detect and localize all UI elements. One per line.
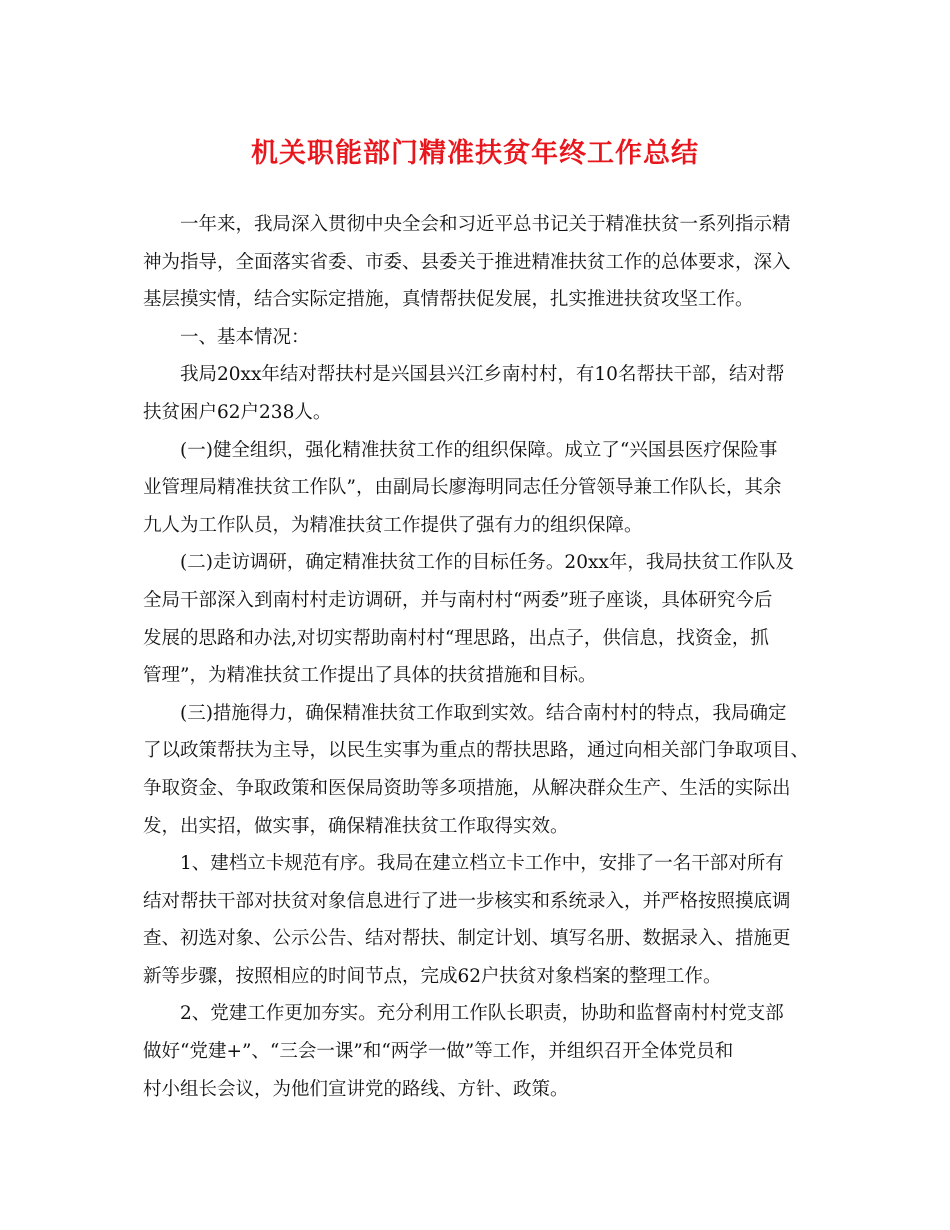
paragraph-line: (三)措施得力，确保精准扶贫工作取到实效。结合南村村的特点，我局确定 [180,702,787,724]
paragraph [143,206,813,319]
paragraph-line: 业管理局精准扶贫工作队”，由副局长廖海明同志任分管领导兼工作队长，其余 [143,477,782,499]
document-title: 机关职能部门精准扶贫年终工作总结 [251,138,699,169]
paragraph [143,319,813,357]
paragraph-line: 发，出实招，做实事，确保精准扶贫工作取得实效。 [143,815,569,837]
paragraph-line: 新等步骤，按照相应的时间节点，完成62户扶贫对象档案的整理工作。 [143,965,722,987]
paragraph [143,432,813,545]
paragraph-line: 全局干部深入到南村村走访调研，并与南村村“两委”班子座谈，具体研究今后 [143,589,773,611]
paragraph-line: 九人为工作队员，为精准扶贫工作提供了强有力的组织保障。 [143,514,643,536]
paragraph-line: 基层摸实情，结合实际定措施，真情帮扶促发展，扎实推进扶贫攻坚工作。 [143,289,754,311]
paragraph-line: 我局20xx年结对帮扶村是兴国县兴江乡南村村，有10名帮扶干部，结对帮 [180,364,785,386]
paragraph-line: 管理”，为精准扶贫工作提出了具体的扶贫措施和目标。 [143,665,597,687]
paragraph-line: 了以政策帮扶为主导，以民生实事为重点的帮扶思路，通过向相关部门争取项目、 [143,740,810,762]
paragraph [143,995,813,1108]
paragraph-line: 查、初选对象、公示公告、结对帮扶、制定计划、填写名册、数据录入、措施更 [143,928,791,950]
paragraph-line: 争取资金、争取政策和医保局资助等多项措施，从解决群众生产、生活的实际出 [143,777,791,799]
paragraph-line: 一年来，我局深入贯彻中央全会和习近平总书记关于精准扶贫一系列指示精 [180,214,791,235]
paragraph-line: 一、基本情况： [180,326,310,348]
paragraph-line: 神为指导，全面落实省委、市委、县委关于推进精准扶贫工作的总体要求，深入 [143,251,791,273]
paragraph-line: 扶贫困户62户238人。 [143,401,332,423]
paragraph-line: 1、建档立卡规范有序。我局在建立档立卡工作中，安排了一名干部对所有 [180,853,784,875]
paragraph [143,695,813,845]
paragraph [143,845,813,995]
paragraph-line: (一)健全组织，强化精准扶贫工作的组织保障。成立了“兴国县医疗保险事 [180,439,778,461]
document-body [143,206,813,1108]
paragraph-line: 发展的思路和办法,对切实帮助南村村“理思路，出点子，供信息，找资金，抓 [143,627,769,649]
paragraph [143,356,813,431]
paragraph-line: 村小组长会议，为他们宣讲党的路线、方针、政策。 [143,1078,569,1100]
paragraph-line: 做好“党建+”、“三会一课”和“两学一做”等工作，并组织召开全体党员和 [143,1041,734,1063]
paragraph [143,544,813,694]
paragraph-line: 结对帮扶干部对扶贫对象信息进行了进一步核实和系统录入，并严格按照摸底调 [143,890,791,912]
paragraph-line: (二)走访调研，确定精准扶贫工作的目标任务。20xx年，我局扶贫工作队及 [180,552,794,574]
paragraph-line: 2、党建工作更加夯实。充分利用工作队长职责，协助和监督南村村党支部 [180,1003,784,1025]
